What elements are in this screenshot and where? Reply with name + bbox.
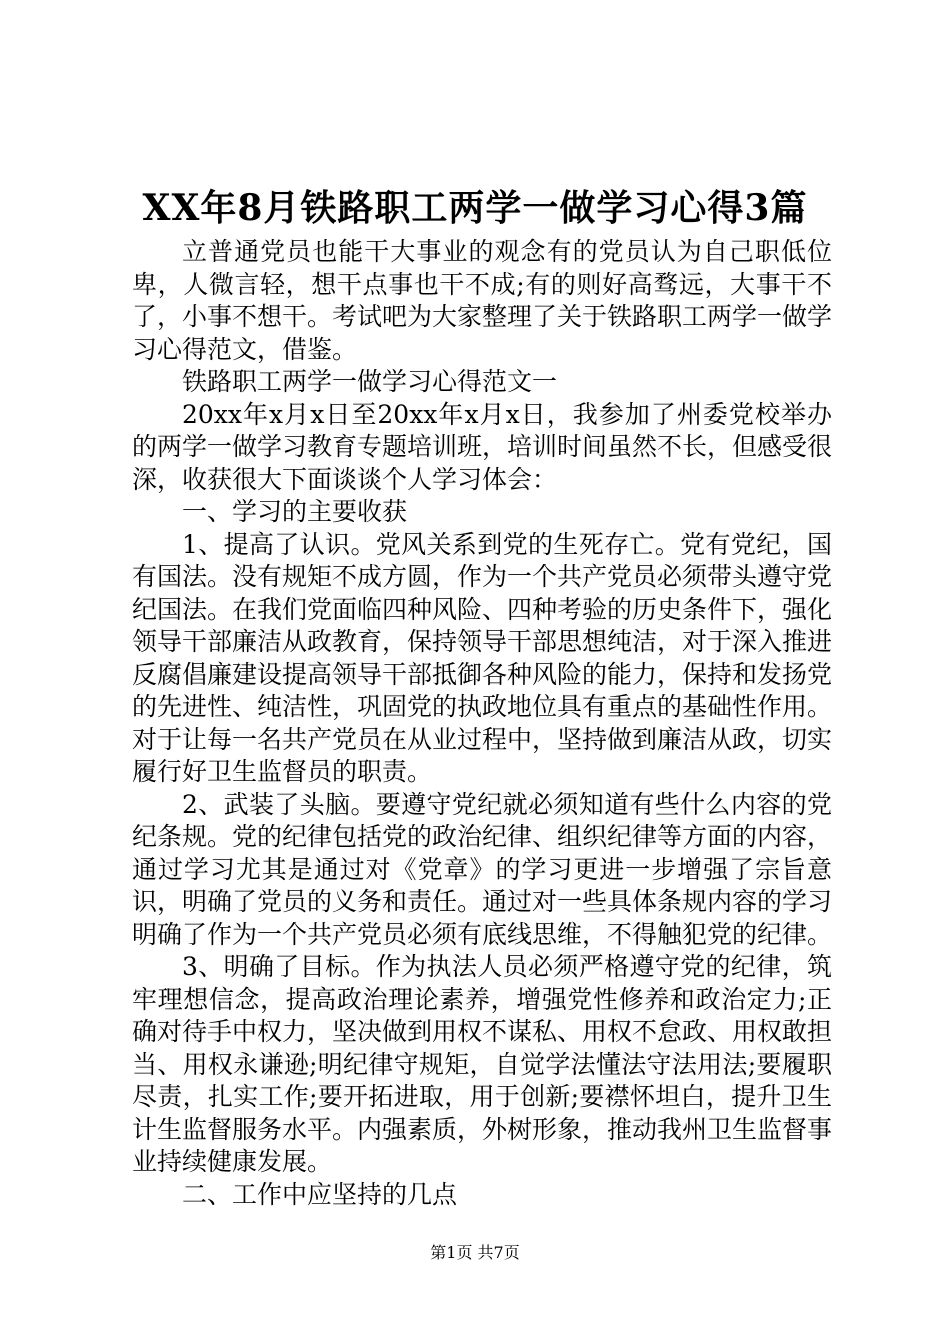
page-footer: 第1页 共7页 xyxy=(430,1243,520,1262)
paragraph-intro: 立普通党员也能干大事业的观念有的党员认为自己职低位卑，人微言轻，想干点事也干不成;有的则好高骛远，大事干不了，小事不想干。考试吧为大家整理了关于铁路职工两学一做学习心得范文，借鉴。 xyxy=(132,237,833,364)
paragraph-training: 20xx年x月x日至20xx年x月x日，我参加了州委党校举办的两学一做学习教育专题培训班，培训时间虽然不长，但感受很深，收获很大下面谈谈个人学习体会： xyxy=(132,399,833,494)
paragraph-point-2: 2、武装了头脑。要遵守党纪就必须知道有些什么内容的党纪条规。党的纪律包括党的政治纪律、组织纪律等方面的内容，通过学习尤其是通过对《党章》的学习更进一步增强了宗旨意识，明确了党员的义务和责任。通过对一些具体条规内容的学习明确了作为一个共产党员必须有底线思维，不得触犯党的纪律。 xyxy=(132,789,833,949)
document-title: XX年8月铁路职工两学一做学习心得3篇 xyxy=(142,187,808,229)
paragraph-point-3: 3、明确了目标。作为执法人员必须严格遵守党的纪律，筑牢理想信念，提高政治理论素养，增强党性修养和政治定力;正确对待手中权力，坚决做到用权不谋私、用权不怠政、用权敢担当、用权永谦逊;明纪律守规矩，自觉学法懂法守法用法;要履职尽责，扎实工作;要开拓进取，用于创新;要襟怀坦白，提升卫生计生监督服务水平。内强素质，外树形象，推动我州卫生监督事业持续健康发展。 xyxy=(132,952,833,1176)
paragraph-heading-work: 二、工作中应坚持的几点 xyxy=(182,1179,458,1209)
paragraph-section-heading: 铁路职工两学一做学习心得范文一 xyxy=(182,367,558,396)
document-body xyxy=(132,236,832,1211)
paragraph-heading-gains: 一、学习的主要收获 xyxy=(182,497,408,526)
paragraph-point-1: 1、提高了认识。党风关系到党的生死存亡。党有党纪，国有国法。没有规矩不成方圆，作为一个共产党员必须带头遵守党纪国法。在我们党面临四种风险、四种考验的历史条件下，强化领导干部廉洁从政教育，保持领导干部思想纯洁，对于深入推进反腐倡廉建设提高领导干部抵御各种风险的能力，保持和发扬党的先进性、纯洁性，巩固党的执政地位具有重点的基础性作用。对于让每一名共产党员在从业过程中，坚持做到廉洁从政，切实履行好卫生监督员的职责。 xyxy=(132,529,833,786)
